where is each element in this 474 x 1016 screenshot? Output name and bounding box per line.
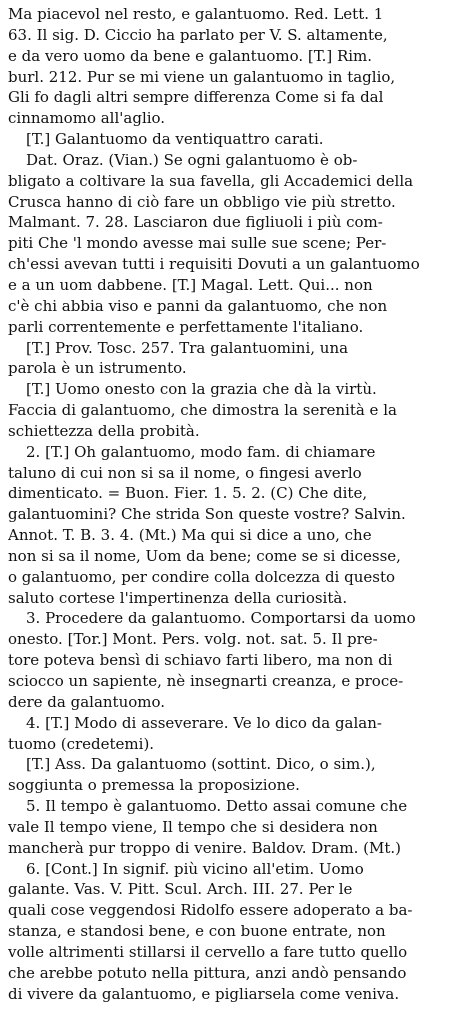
text-line: parli correntemente e perfettamente l'italiano. <box>8 317 364 336</box>
text-line: che arebbe potuto nella pittura, anzi andò pensando <box>8 963 407 982</box>
text-line: [T.] Ass. Da galantuomo (sottint. Dico, o sim.), <box>26 755 376 774</box>
text-line: Ma piacevol nel resto, e galantuomo. Red. Lett. 1 <box>8 5 384 23</box>
text-line: Crusca hanno di ciò fare un obbligo vie più stretto. <box>8 192 396 211</box>
text-line: [T.] Galantuomo da ventiquattro carati. <box>26 130 324 149</box>
text-line: 4. [T.] Modo di asseverare. Ve lo dico da galan- <box>26 713 382 732</box>
text-line: tore poteva bensì di schiavo farti libero, ma non di <box>8 651 393 670</box>
text-line: Faccia di galantuomo, che dimostra la serenità e la <box>8 401 397 420</box>
text-line: burl. 212. Pur se mi viene un galantuomo in taglio, <box>8 67 396 86</box>
text-line: dimenticato. = Buon. Fier. 1. 5. 2. (C) Che dite, <box>8 484 368 503</box>
text-line: 3. Procedere da galantuomo. Comportarsi da uomo <box>26 609 416 628</box>
text-line: vale Il tempo viene, Il tempo che si desidera non <box>8 817 378 836</box>
text-line: Dat. Oraz. (Vian.) Se ogni galantuomo è ob- <box>26 150 358 169</box>
text-line: galante. Vas. V. Pitt. Scul. Arch. III. 27. Per le <box>8 880 353 899</box>
text-line: volle altrimenti stillarsi il cervello a fare tutto quello <box>8 942 408 961</box>
text-line: e da vero uomo da bene e galantuomo. [T.] Rim. <box>8 46 373 65</box>
text-line: stanza, e standosi bene, e con buone entrate, non <box>8 922 386 941</box>
text-line: taluno di cui non si sa il nome, o fingesi averlo <box>8 463 362 482</box>
text-line: schiettezza della probità. <box>8 421 200 440</box>
text-line: di vivere da galantuomo, e pigliarsela come veniva. <box>8 984 400 1003</box>
text-line: tuomo (credetemi). <box>8 734 155 753</box>
text-line: sciocco un sapiente, nè insegnarti creanza, e proce- <box>8 672 404 690</box>
text-line: 2. [T.] Oh galantuomo, modo fam. di chiamare <box>26 442 376 461</box>
text-line: [T.] Uomo onesto con la grazia che dà la virtù. <box>26 380 377 399</box>
text-line: galantuomini? Che strida Son queste vostre? Salvin. <box>8 505 406 524</box>
text-line: quali cose veggendosi Ridolfo essere adoperato a ba- <box>8 901 413 920</box>
text-line: saluto cortese l'impertinenza della curiosità. <box>8 588 348 607</box>
text-line: ch'essi avevan tutti i requisiti Dovuti a un galantuomo <box>8 255 420 274</box>
text-line: dere da galantuomo. <box>8 692 166 711</box>
text-line: e a un uom dabbene. [T.] Magal. Lett. Qui... non <box>8 275 373 294</box>
text-line: parola è un istrumento. <box>8 359 187 378</box>
text-line: Annot. T. B. 3. 4. (Mt.) Ma qui si dice a uno, che <box>8 526 372 545</box>
text-line: piti Che 'l mondo avesse mai sulle sue scene; Per- <box>8 234 387 253</box>
text-line: mancherà pur troppo di venire. Baldov. Dram. (Mt.) <box>8 838 402 857</box>
text-line: cinnamomo all'aglio. <box>8 109 166 128</box>
text-line: 63. Il sig. D. Ciccio ha parlato per V. S. altamente, <box>8 25 388 44</box>
text-line: soggiunta o premessa la proposizione. <box>8 776 300 795</box>
text-line: onesto. [Tor.] Mont. Pers. volg. not. sat. 5. Il pre- <box>8 630 378 649</box>
text-line: [T.] Prov. Tosc. 257. Tra galantuomini, una <box>26 338 349 357</box>
text-line: non si sa il nome, Uom da bene; come se si dicesse, <box>8 546 401 565</box>
text-line: o galantuomo, per condire colla dolcezza di questo <box>8 567 396 586</box>
text-line: Gli fo dagli altri sempre differenza Come si fa dal <box>8 88 384 107</box>
text-line: bligato a coltivare la sua favella, gli Accademici della <box>8 171 414 190</box>
text-line: 6. [Cont.] In signif. più vicino all'etim. Uomo <box>26 859 364 878</box>
text-line: c'è chi abbia viso e panni da galantuomo, che non <box>8 296 388 315</box>
text-line: 5. Il tempo è galantuomo. Detto assai comune che <box>26 797 408 816</box>
text-line: Malmant. 7. 28. Lasciaron due figliuoli i più com- <box>8 213 383 232</box>
